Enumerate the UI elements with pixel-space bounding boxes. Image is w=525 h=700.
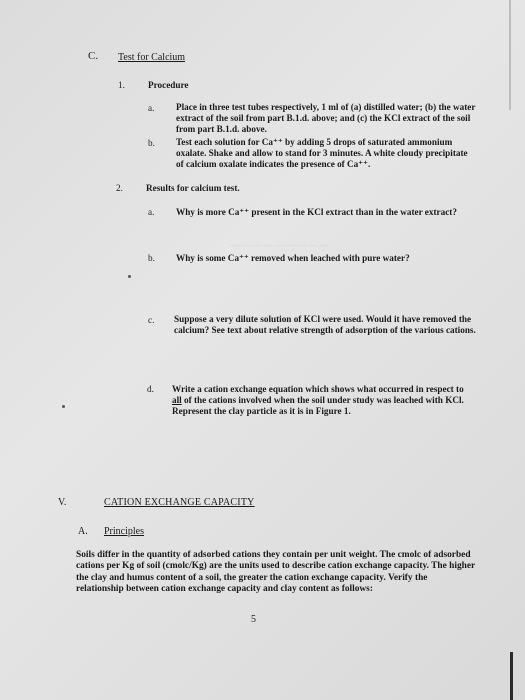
section-c-title: Test for Calcium: [118, 52, 186, 63]
pencil-mark: [128, 275, 131, 278]
item-2a-letter: a.: [148, 207, 155, 217]
item-2d-line2: [172, 395, 492, 406]
item-2d-line3: Represent the clay particle as it is in Figure 1.: [172, 405, 351, 416]
bleed-through: — — — — — — — — —: [230, 240, 329, 250]
principles-paragraph: Soils differ in the quantity of adsorbed cations they contain per unit weight. The cmolc of adsorbed cations per Kg of soil (cmolc/Kg) are the units used to describe cation exchange capacity. The higher the clay and humus content of a soil, the greater the cation exchange capacity. Verify the relationship between cation exchange capacity and clay content as follows:: [76, 550, 476, 595]
item-2d-text: [172, 384, 492, 417]
item-1a-text: Place in three test tubes respectively, 1 ml of (a) distilled water; (b) the water extract of the soil from part B.1.d. above; and (c) the KCl extract of the soil from part B.1.d. above.: [176, 102, 476, 134]
pencil-mark: [62, 405, 65, 408]
item-2d-all: all: [172, 394, 182, 405]
item-2b-letter: b.: [148, 253, 155, 263]
item-2d-line1: Write a cation exchange equation which shows what occurred in respect to: [172, 384, 464, 394]
item-2b-text: Why is some Ca⁺⁺ removed when leached with pure water?: [176, 253, 410, 263]
item-2d-line2-rest: of the cations involved when the soil under study was leached with KCl.: [181, 394, 464, 405]
item-1-number: 1.: [118, 80, 125, 90]
item-1b-letter: b.: [148, 138, 155, 148]
section-v-title: CATION EXCHANGE CAPACITY: [104, 497, 255, 508]
item-1-label: Procedure: [148, 80, 189, 90]
page-edge-dark: [510, 652, 513, 700]
section-c-letter: C.: [88, 50, 99, 62]
page-edge: [509, 0, 511, 110]
subsection-a-title: Principles: [104, 526, 144, 537]
section-v-numeral: V.: [58, 497, 67, 508]
item-2-number: 2.: [116, 183, 123, 193]
item-2a-text: Why is more Ca⁺⁺ present in the KCl extract than in the water extract?: [176, 207, 457, 217]
item-2-label: Results for calcium test.: [146, 183, 240, 193]
subsection-a-letter: A.: [78, 526, 88, 537]
item-2c-text: Suppose a very dilute solution of KCl were used. Would it have removed the calcium? See text about relative strength of adsorption of the various cations.: [174, 314, 476, 335]
item-1b-text: Test each solution for Ca⁺⁺ by adding 5 drops of saturated ammonium oxalate. Shake and allow to stand for 3 minutes. A white cloudy precipitate of calcium oxalate indicates the presence of Ca⁺⁺.: [176, 137, 468, 169]
page-number: 5: [251, 614, 256, 625]
item-1a-letter: a.: [148, 103, 155, 113]
item-2c-letter: c.: [148, 315, 155, 325]
item-2d-letter: d.: [147, 384, 154, 394]
